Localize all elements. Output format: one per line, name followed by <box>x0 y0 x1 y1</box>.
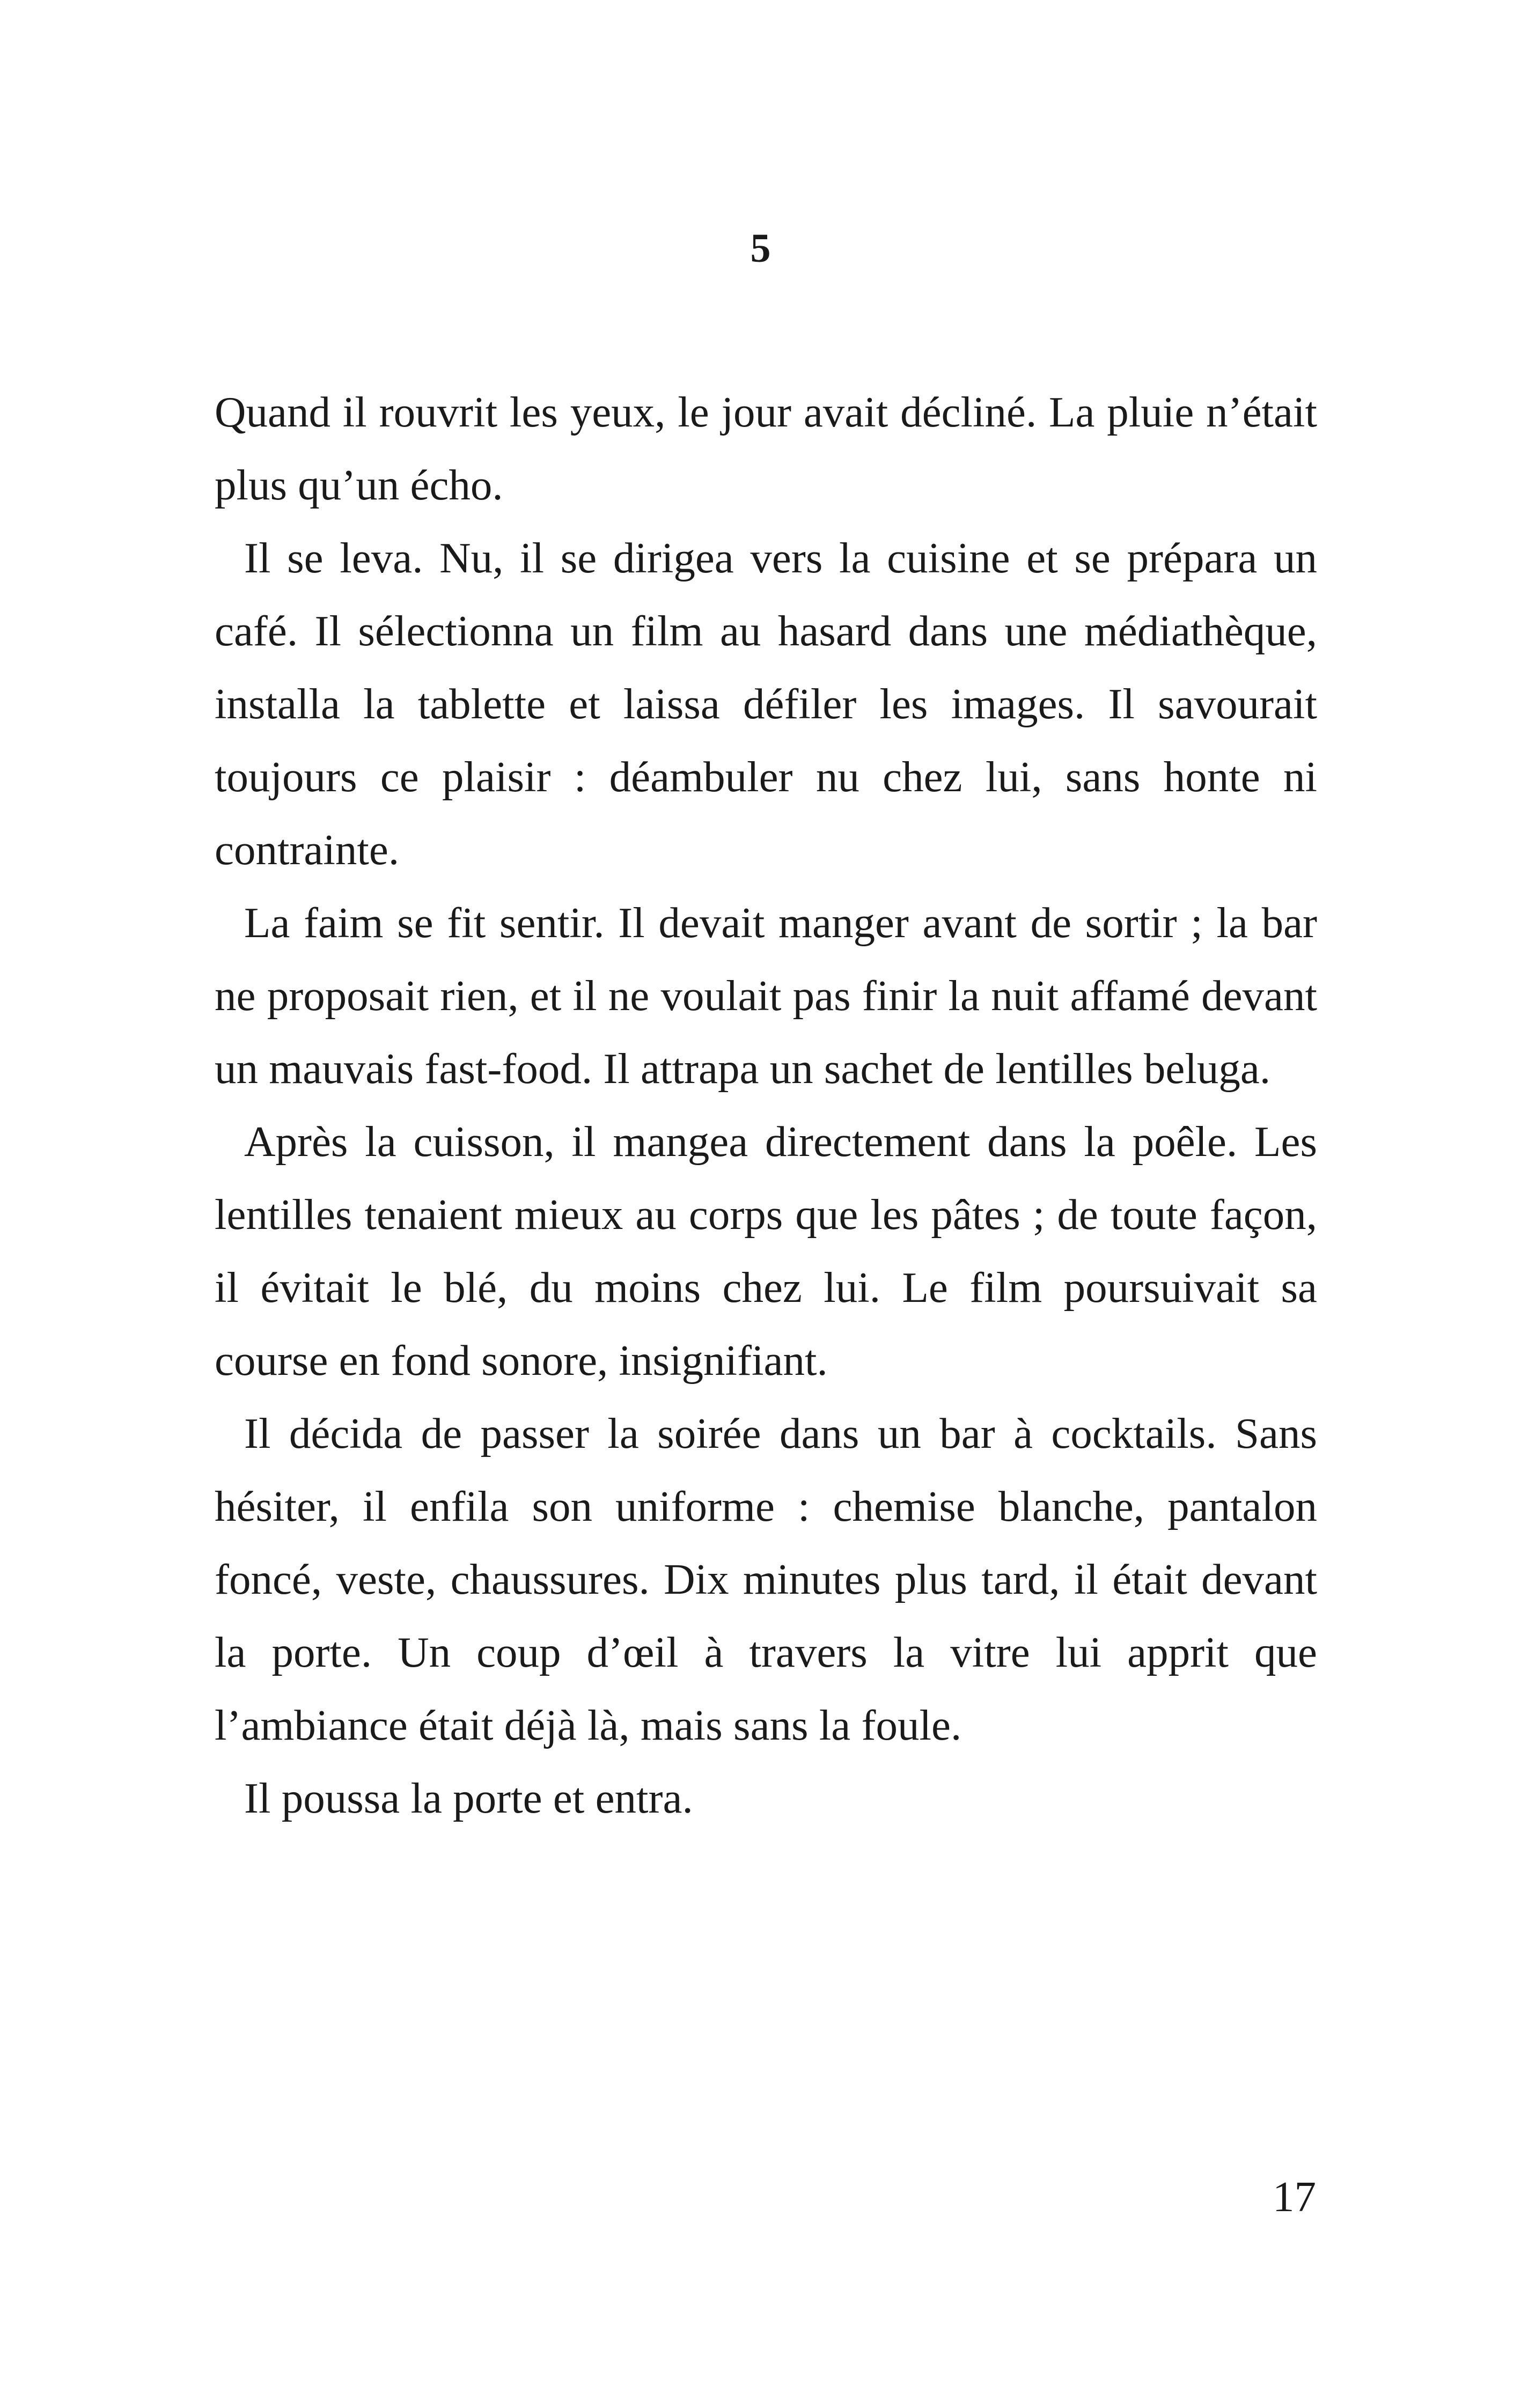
paragraph-4: Après la cuisson, il mangea directement dans la poêle. Les lentilles tenaient mieux au corps que les pâtes ; de toute façon, il évitait le blé, du moins chez lui. Le film poursuivait sa course en fond sonore, insignifiant. <box>215 1117 1317 1385</box>
paragraph-5: Il décida de passer la soirée dans un bar à cocktails. Sans hésiter, il enfila son uniforme : chemise blanche, pantalon foncé, veste, chaussures. Dix minutes plus tard, il était devant la porte. Un coup d’œil à travers la vitre lui apprit que l’ambiance était déjà là, mais sans la foule. <box>215 1409 1317 1749</box>
paragraph-2: Il se leva. Nu, il se dirigea vers la cuisine et se prépara un café. Il sélectionna un film au hasard dans une médiathèque, installa la tablette et laissa défiler les images. Il savourait toujours ce plaisir : déambuler nu chez lui, sans honte ni contrainte. <box>215 534 1317 874</box>
chapter-body <box>215 375 1317 1835</box>
chapter-number: 5 <box>750 226 771 271</box>
paragraph-3: La faim se fit sentir. Il devait manger avant de sortir ; la bar ne proposait rien, et il ne voulait pas finir la nuit affamé devant un mauvais fast-food. Il attrapa un sachet de lentilles beluga. <box>215 899 1317 1093</box>
page-number: 17 <box>1273 2173 1316 2221</box>
paragraph-1: Quand il rouvrit les yeux, le jour avait décliné. La pluie n’était plus qu’un écho. <box>215 388 1317 509</box>
paragraph-6: Il poussa la porte et entra. <box>244 1774 693 1822</box>
